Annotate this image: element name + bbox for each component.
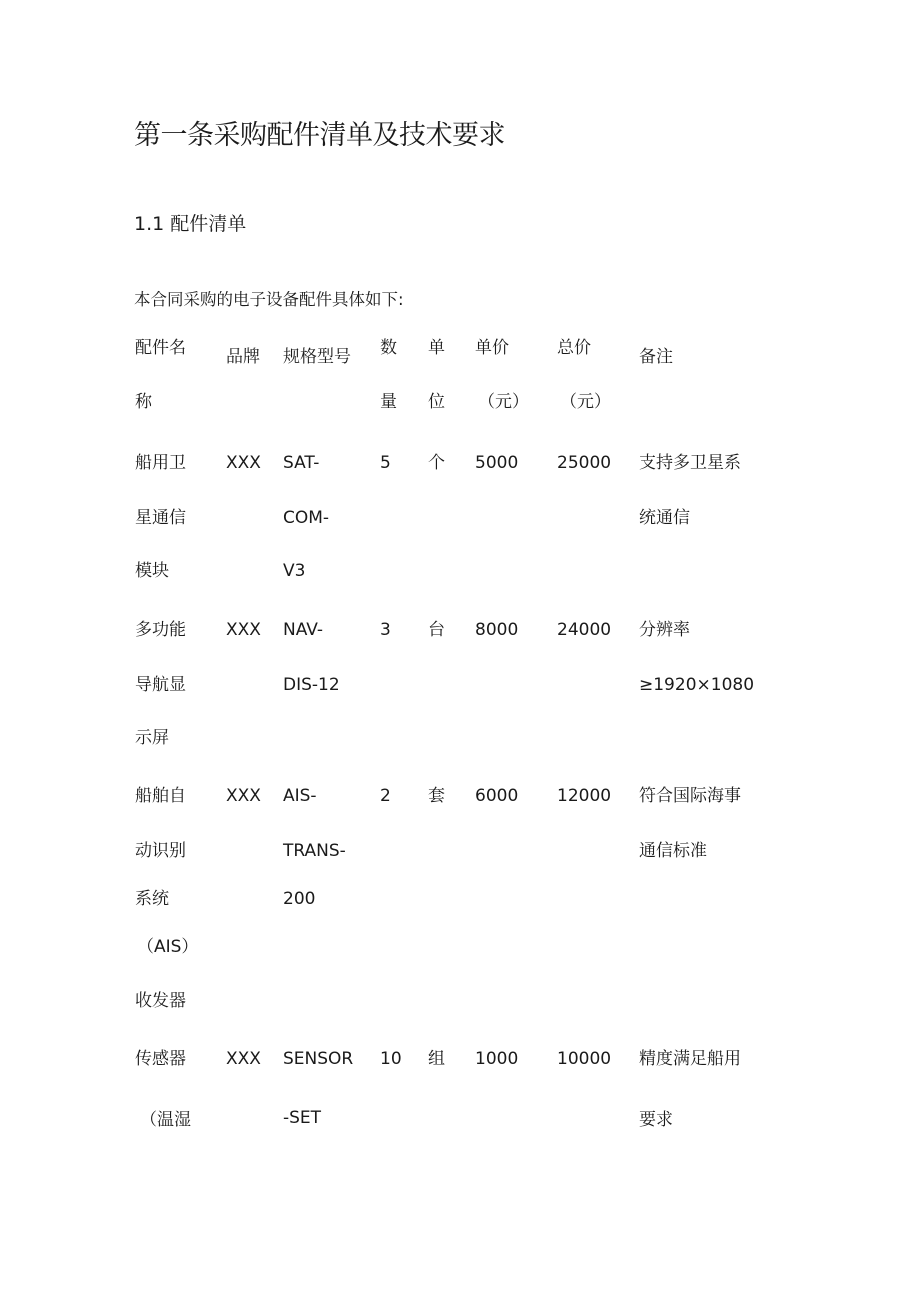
row-3-model: 200 — [283, 889, 316, 909]
intro-paragraph: 本合同采购的电子设备配件具体如下: — [134, 290, 404, 309]
row-1-name: 模块 — [135, 561, 169, 581]
row-1-name: 星通信 — [135, 508, 186, 528]
row-3-model: AIS- — [283, 786, 317, 806]
row-4-name: 传感器 — [135, 1049, 186, 1069]
row-3-model: TRANS- — [283, 841, 346, 861]
header-price: （元） — [478, 392, 529, 412]
row-3-qty: 2 — [380, 786, 391, 806]
row-3-total: 12000 — [557, 786, 612, 806]
row-2-qty: 3 — [380, 620, 391, 640]
row-1-unit: 个 — [428, 453, 445, 473]
row-2-brand: XXX — [226, 620, 261, 640]
row-2-note: 分辨率 — [639, 620, 690, 640]
row-4-qty: 10 — [380, 1049, 402, 1069]
header-brand: 品牌 — [226, 347, 260, 367]
row-3-brand: XXX — [226, 786, 261, 806]
header-total: （元） — [560, 392, 611, 412]
row-4-note: 精度满足船用 — [639, 1049, 741, 1069]
row-2-name: 多功能 — [135, 620, 186, 640]
row-1-qty: 5 — [380, 453, 391, 473]
row-3-name: 船舶自 — [135, 786, 186, 806]
row-3-note: 符合国际海事 — [639, 786, 741, 806]
subsection-title: 1.1 配件清单 — [134, 213, 247, 235]
header-price: 单价 — [475, 338, 509, 358]
row-2-price: 8000 — [475, 620, 519, 640]
row-3-name: 收发器 — [135, 991, 186, 1011]
row-1-price: 5000 — [475, 453, 519, 473]
row-3-name: 系统 — [135, 889, 169, 909]
row-4-total: 10000 — [557, 1049, 612, 1069]
row-1-note: 支持多卫星系 — [639, 453, 741, 473]
header-unit: 位 — [428, 392, 445, 412]
header-qty: 量 — [380, 392, 397, 412]
row-1-model: COM- — [283, 508, 330, 528]
row-3-name: （AIS） — [137, 937, 199, 957]
row-1-brand: XXX — [226, 453, 261, 473]
row-1-name: 船用卫 — [135, 453, 186, 473]
row-3-name: 动识别 — [135, 841, 186, 861]
row-3-unit: 套 — [428, 786, 445, 806]
row-4-price: 1000 — [475, 1049, 519, 1069]
header-unit: 单 — [428, 338, 445, 358]
row-2-note: ≥1920×1080 — [639, 675, 755, 695]
row-1-total: 25000 — [557, 453, 612, 473]
row-1-note: 统通信 — [639, 508, 690, 528]
section-title: 第一条采购配件清单及技术要求 — [134, 120, 505, 151]
header-total: 总价 — [557, 338, 591, 358]
row-4-unit: 组 — [428, 1049, 445, 1069]
row-2-model: NAV- — [283, 620, 324, 640]
header-note: 备注 — [639, 347, 673, 367]
header-model: 规格型号 — [283, 347, 351, 367]
row-4-name: （温湿 — [140, 1110, 191, 1130]
row-4-model: SENSOR — [283, 1049, 354, 1069]
row-3-note: 通信标准 — [639, 841, 707, 861]
row-3-price: 6000 — [475, 786, 519, 806]
row-2-total: 24000 — [557, 620, 612, 640]
row-2-name: 导航显 — [135, 675, 186, 695]
row-4-brand: XXX — [226, 1049, 261, 1069]
header-qty: 数 — [380, 338, 397, 358]
row-2-name: 示屏 — [135, 728, 169, 748]
header-name: 配件名 — [135, 338, 186, 358]
row-1-model: V3 — [283, 561, 306, 581]
row-1-model: SAT- — [283, 453, 320, 473]
row-4-note: 要求 — [639, 1110, 673, 1130]
row-2-unit: 台 — [428, 620, 445, 640]
header-name: 称 — [135, 392, 152, 412]
row-4-model: -SET — [283, 1108, 322, 1128]
row-2-model: DIS-12 — [283, 675, 340, 695]
